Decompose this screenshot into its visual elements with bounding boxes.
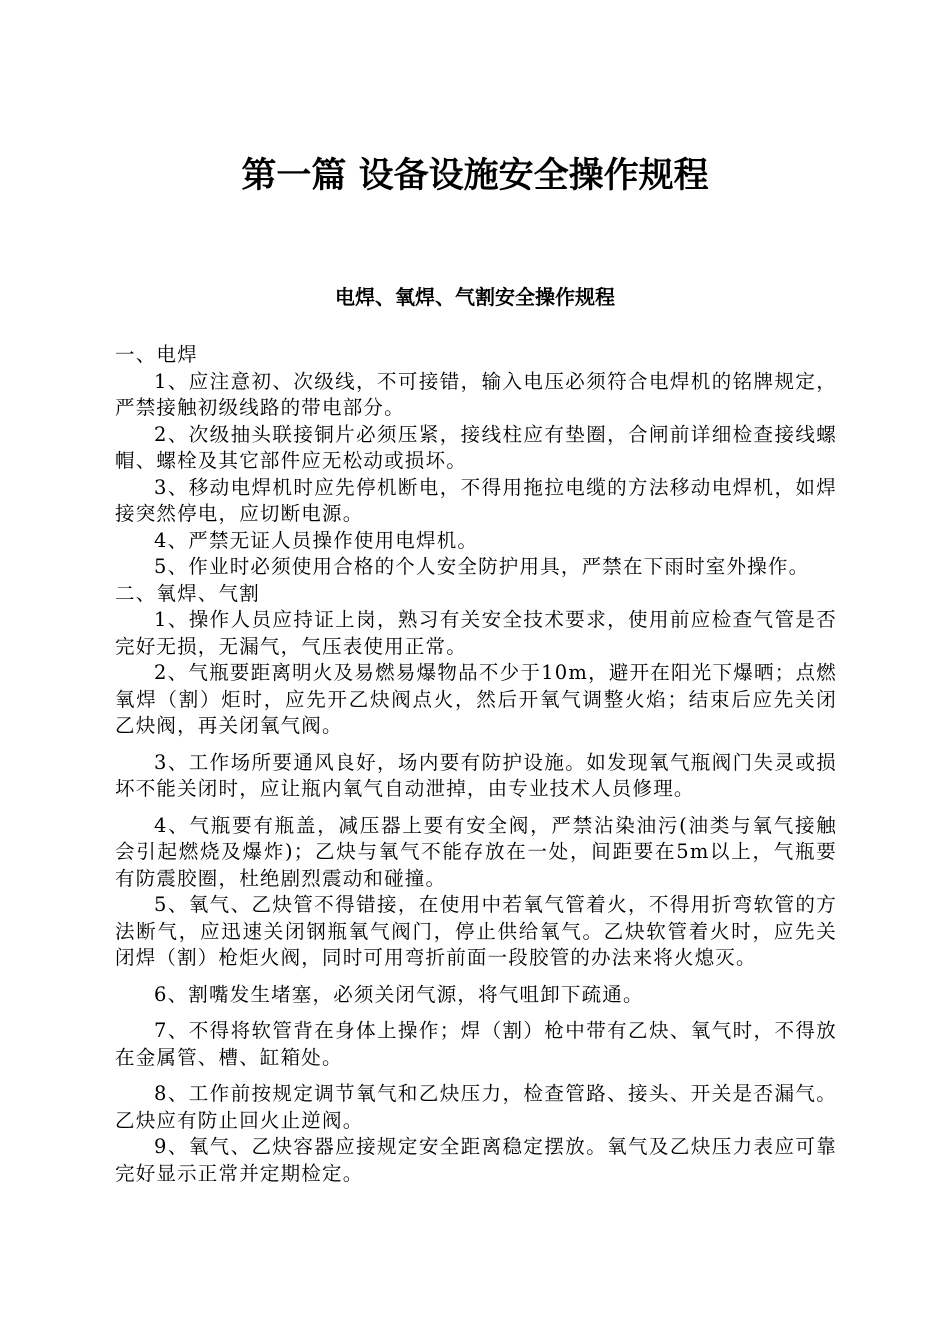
paragraph: 5、作业时必须使用合格的个人安全防护用具，严禁在下雨时室外操作。 xyxy=(154,555,810,578)
paragraph: 9、氧气、乙炔容器应接规定安全距离稳定摆放。氧气及乙炔压力表应可靠完好显示正常并定期检定。 xyxy=(115,1135,837,1185)
paragraph: 4、气瓶要有瓶盖，减压器上要有安全阀，严禁沾染油污(油类与氧气接触会引起燃烧及爆炸)；乙炔与氧气不能存放在一处，间距要在5m以上，气瓶要有防震胶圈，杜绝剧烈震动和碰撞。 xyxy=(115,813,837,890)
paragraph: 7、不得将软管背在身体上操作；焊（割）枪中带有乙炔、氧气时，不得放在金属管、槽、缸箱处。 xyxy=(115,1019,837,1069)
paragraph: 3、工作场所要通风良好，场内要有防护设施。如发现氧气瓶阀门失灵或损坏不能关闭时，应让瓶内氧气自动泄掉，由专业技术人员修理。 xyxy=(115,750,837,800)
document-body xyxy=(115,342,837,1187)
section-title: 电焊、氧焊、气割安全操作规程 xyxy=(335,285,615,309)
paragraph: 1、应注意初、次级线，不可接错，输入电压必须符合电焊机的铭牌规定，严禁接触初级线路的带电部分。 xyxy=(115,369,837,419)
paragraph: 1、操作人员应持证上岗，熟习有关安全技术要求，使用前应检查气管是否完好无损，无漏气，气压表使用正常。 xyxy=(115,608,837,658)
section-heading-welding: 一、电焊 xyxy=(115,343,198,366)
paragraph: 5、氧气、乙炔管不得错接，在使用中若氧气管着火，不得用折弯软管的方法断气，应迅速关闭钢瓶氧气阀门，停止供给氧气。乙炔软管着火时，应先关闭焊（割）枪炬火阀，同时可用弯折前面一段胶管的办法来将火熄灭。 xyxy=(115,893,837,969)
paragraph: 2、气瓶要距离明火及易燃易爆物品不少于10m，避开在阳光下爆晒；点燃氧焊（割）炬时，应先开乙炔阀点火，然后开氧气调整火焰；结束后应先关闭乙炔阀，再关闭氧气阀。 xyxy=(115,661,837,737)
paragraph: 2、次级抽头联接铜片必须压紧，接线柱应有垫圈，合闸前详细检查接线螺帽、螺栓及其它部件应无松动或损坏。 xyxy=(115,422,837,472)
paragraph: 8、工作前按规定调节氧气和乙炔压力，检查管路、接头、开关是否漏气。乙炔应有防止回火止逆阀。 xyxy=(115,1082,837,1132)
section-heading-gas-welding: 二、氧焊、气割 xyxy=(115,581,260,605)
paragraph: 6、割嘴发生堵塞，必须关闭气源，将气咀卸下疏通。 xyxy=(154,982,644,1006)
page-title: 第一篇 设备设施安全操作规程 xyxy=(241,155,709,196)
paragraph: 4、严禁无证人员操作使用电焊机。 xyxy=(154,528,479,552)
paragraph: 3、移动电焊机时应先停机断电，不得用拖拉电缆的方法移动电焊机，如焊接突然停电，应切断电源。 xyxy=(115,475,837,525)
